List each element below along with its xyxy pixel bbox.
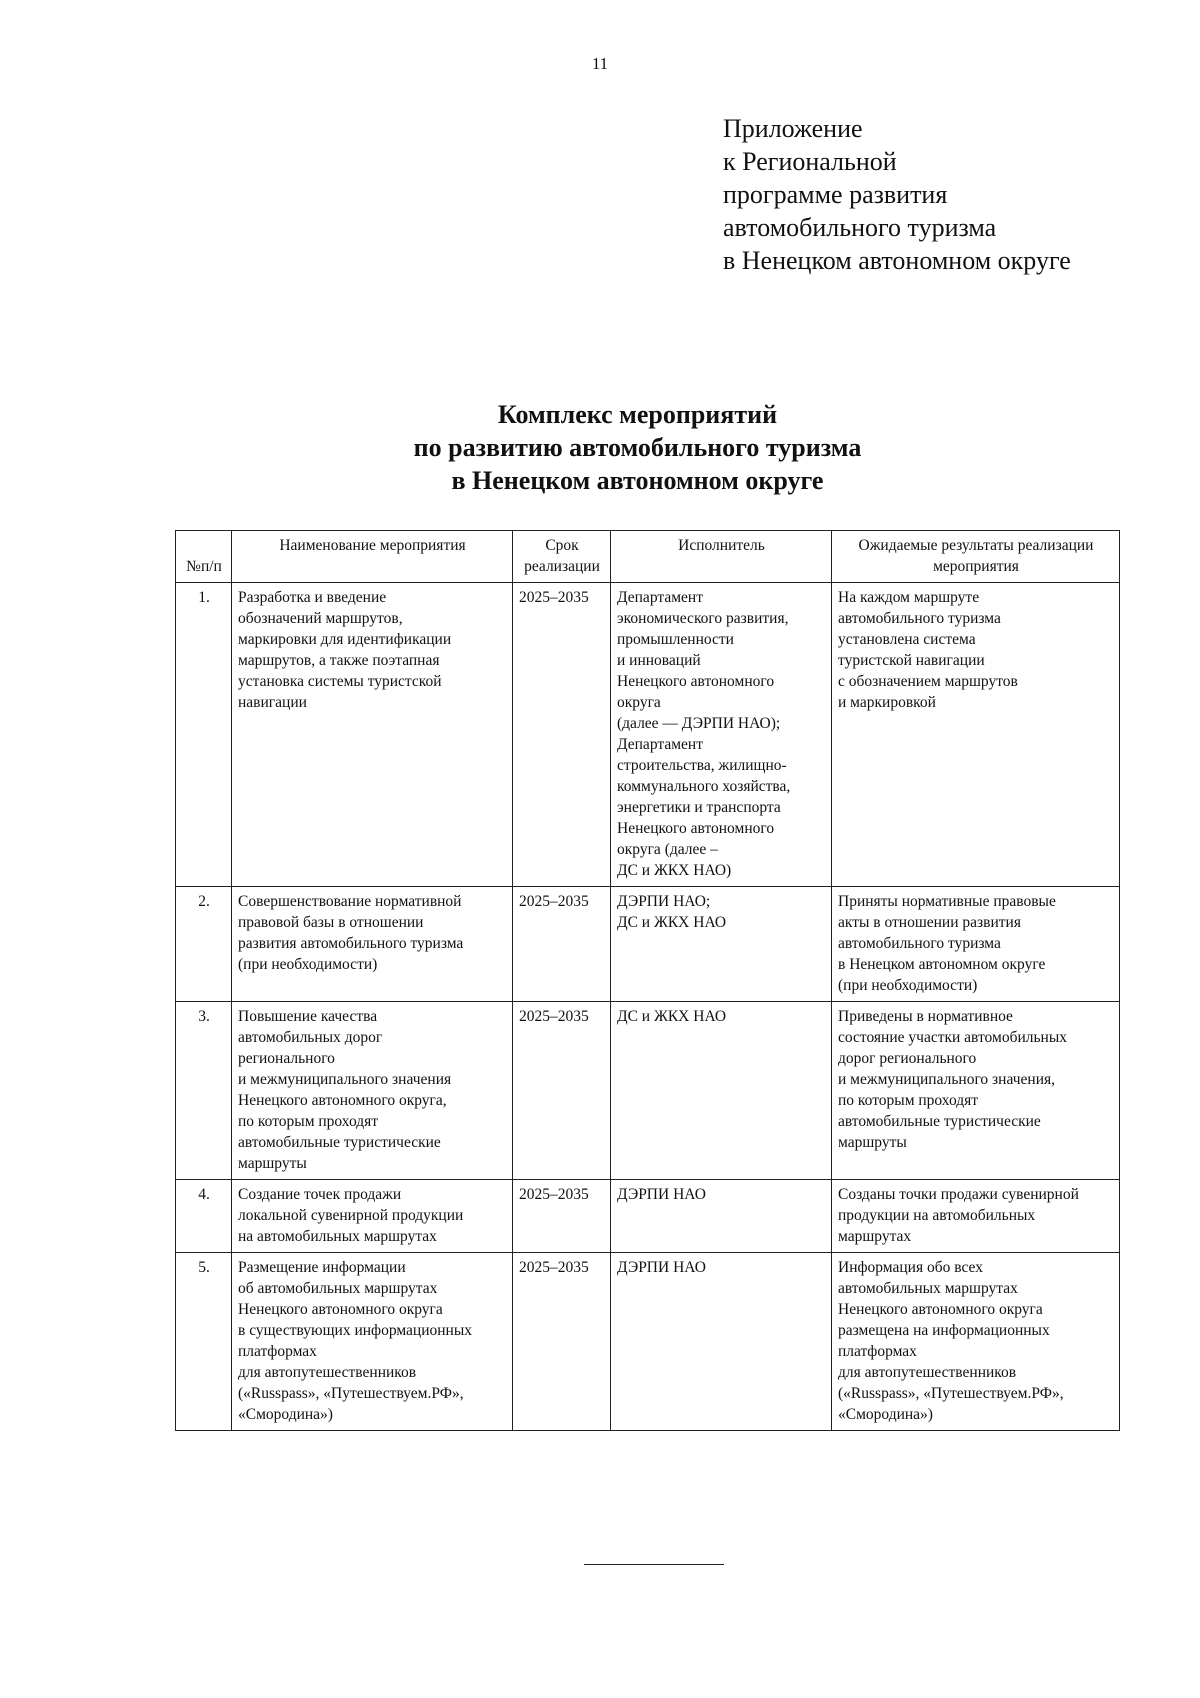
event-result-line: «Смородина»): [838, 1406, 933, 1423]
event-executor-line: ДС и ЖКХ НАО: [617, 914, 727, 931]
event-result-line: («Russpass», «Путешествуем.РФ»,: [838, 1385, 1064, 1402]
row-number: 3.: [176, 1002, 232, 1180]
header-term: [513, 531, 611, 583]
event-name-line: «Смородина»): [238, 1406, 333, 1423]
event-result-line: маршруты: [838, 1134, 907, 1151]
event-result-line: Приняты нормативные правовые: [838, 893, 1056, 910]
row-number: 2.: [176, 887, 232, 1002]
event-executor-line: ДС и ЖКХ НАО): [617, 862, 732, 879]
event-name-line: («Russpass», «Путешествуем.РФ»,: [238, 1385, 464, 1402]
event-name-line: Повышение качества: [238, 1008, 378, 1025]
event-name-line: (при необходимости): [238, 956, 378, 973]
event-result-line: Приведены в нормативное: [838, 1008, 1013, 1025]
event-name-line: локальной сувенирной продукции: [238, 1207, 464, 1224]
header-num: №п/п: [176, 531, 232, 583]
event-result-line: и межмуниципального значения,: [838, 1071, 1056, 1088]
event-result-line: автомобильного туризма: [838, 935, 1001, 952]
table-body: [176, 583, 1120, 1431]
event-name: [232, 887, 513, 1002]
header-term-line: реализации: [524, 558, 600, 575]
event-name-line: обозначений маршрутов,: [238, 610, 403, 627]
appendix-line: автомобильного туризма: [723, 213, 997, 242]
event-name: [232, 583, 513, 887]
appendix-note: [723, 112, 1071, 277]
event-executor-line: Департамент: [617, 736, 703, 753]
event-result: [832, 1002, 1120, 1180]
event-name-line: Создание точек продажи: [238, 1186, 402, 1203]
event-name-line: маршрутов, а также поэтапная: [238, 652, 440, 669]
table-row: [176, 887, 1120, 1002]
event-name-line: по которым проходят: [238, 1113, 379, 1130]
event-name-line: маркировки для идентификации: [238, 631, 452, 648]
event-executor-line: строительства, жилищно-: [617, 757, 787, 774]
event-result-line: Ненецкого автономного округа: [838, 1301, 1043, 1318]
event-term: 2025–2035: [513, 583, 611, 887]
document-title: [0, 398, 1200, 497]
event-executor-line: ДЭРПИ НАО: [617, 1259, 706, 1276]
event-result-line: дорог регионального: [838, 1050, 977, 1067]
event-term: 2025–2035: [513, 1180, 611, 1253]
event-executor-line: Ненецкого автономного: [617, 820, 775, 837]
appendix-line: к Региональной: [723, 147, 897, 176]
event-result: [832, 1180, 1120, 1253]
event-name-line: навигации: [238, 694, 307, 711]
event-executor: [611, 1253, 832, 1431]
appendix-line: Приложение: [723, 114, 863, 143]
table-header-row: [176, 531, 1120, 583]
event-result: [832, 583, 1120, 887]
header-term-line: Срок: [545, 537, 579, 554]
row-number: 5.: [176, 1253, 232, 1431]
event-executor: [611, 1002, 832, 1180]
event-result-line: с обозначением маршрутов: [838, 673, 1018, 690]
event-result-line: и маркировкой: [838, 694, 936, 711]
event-executor-line: экономического развития,: [617, 610, 789, 627]
event-result: [832, 1253, 1120, 1431]
events-table: [175, 530, 1120, 1431]
table-row: [176, 1180, 1120, 1253]
header-result: [832, 531, 1120, 583]
event-name-line: Ненецкого автономного округа,: [238, 1092, 447, 1109]
event-executor-line: ДС и ЖКХ НАО: [617, 1008, 727, 1025]
page-number: 11: [591, 54, 609, 73]
event-executor-line: промышленности: [617, 631, 734, 648]
event-result-line: в Ненецком автономном округе: [838, 956, 1046, 973]
appendix-line: в Ненецком автономном округе: [723, 246, 1071, 275]
event-name-line: и межмуниципального значения: [238, 1071, 452, 1088]
header-result-line: Ожидаемые результаты реализации: [858, 537, 1094, 554]
event-result-line: платформах: [838, 1343, 917, 1360]
event-result-line: (при необходимости): [838, 977, 978, 994]
event-term: 2025–2035: [513, 1002, 611, 1180]
event-result-line: для автопутешественников: [838, 1364, 1017, 1381]
event-name-line: маршруты: [238, 1155, 307, 1172]
event-name-line: автомобильные туристические: [238, 1134, 441, 1151]
event-name-line: установка системы туристской: [238, 673, 442, 690]
event-name-line: на автомобильных маршрутах: [238, 1228, 437, 1245]
title-line: Комплекс мероприятий: [497, 400, 778, 429]
event-result-line: размещена на информационных: [838, 1322, 1050, 1339]
row-number: 1.: [176, 583, 232, 887]
event-term: 2025–2035: [513, 887, 611, 1002]
table-row: [176, 583, 1120, 887]
event-executor-line: ДЭРПИ НАО: [617, 1186, 706, 1203]
event-result-line: автомобильных маршрутах: [838, 1280, 1018, 1297]
event-term: 2025–2035: [513, 1253, 611, 1431]
title-line: по развитию автомобильного туризма: [413, 433, 862, 462]
event-name-line: регионального: [238, 1050, 335, 1067]
event-executor: [611, 1180, 832, 1253]
event-result-line: маршрутах: [838, 1228, 912, 1245]
event-name-line: Размещение информации: [238, 1259, 406, 1276]
event-executor-line: Ненецкого автономного: [617, 673, 775, 690]
event-name: [232, 1180, 513, 1253]
event-executor-line: и инноваций: [617, 652, 701, 669]
event-executor-line: округа (далее –: [617, 841, 718, 858]
event-name: [232, 1002, 513, 1180]
event-result-line: На каждом маршруте: [838, 589, 980, 606]
event-name-line: об автомобильных маршрутах: [238, 1280, 438, 1297]
event-result-line: акты в отношении развития: [838, 914, 1021, 931]
event-result-line: туристской навигации: [838, 652, 985, 669]
event-executor-line: энергетики и транспорта: [617, 799, 781, 816]
event-result-line: состояние участки автомобильных: [838, 1029, 1068, 1046]
event-executor-line: округа: [617, 694, 661, 711]
event-result-line: по которым проходят: [838, 1092, 979, 1109]
event-name: [232, 1253, 513, 1431]
closing-rule: [584, 1564, 724, 1565]
event-executor-line: (далее — ДЭРПИ НАО);: [617, 715, 781, 732]
event-executor: [611, 887, 832, 1002]
appendix-line: программе развития: [723, 180, 948, 209]
header-name: Наименование мероприятия: [232, 531, 513, 583]
event-executor: [611, 583, 832, 887]
event-result: [832, 887, 1120, 1002]
event-result-line: продукции на автомобильных: [838, 1207, 1036, 1224]
event-name-line: Разработка и введение: [238, 589, 387, 606]
event-result-line: автомобильного туризма: [838, 610, 1001, 627]
event-result-line: Информация обо всех: [838, 1259, 983, 1276]
event-name-line: в существующих информационных: [238, 1322, 473, 1339]
event-name-line: правовой базы в отношении: [238, 914, 424, 931]
event-result-line: установлена система: [838, 631, 976, 648]
title-line: в Ненецком автономном округе: [451, 466, 824, 495]
event-name-line: Ненецкого автономного округа: [238, 1301, 443, 1318]
event-result-line: Созданы точки продажи сувенирной: [838, 1186, 1079, 1203]
event-name-line: платформах: [238, 1343, 317, 1360]
header-executor: Исполнитель: [611, 531, 832, 583]
table-row: [176, 1002, 1120, 1180]
table-row: [176, 1253, 1120, 1431]
event-result-line: автомобильные туристические: [838, 1113, 1041, 1130]
event-executor-line: коммунального хозяйства,: [617, 778, 791, 795]
event-name-line: развития автомобильного туризма: [238, 935, 464, 952]
event-name-line: для автопутешественников: [238, 1364, 417, 1381]
event-executor-line: ДЭРПИ НАО;: [617, 893, 711, 910]
header-result-line: мероприятия: [933, 558, 1019, 575]
row-number: 4.: [176, 1180, 232, 1253]
event-executor-line: Департамент: [617, 589, 703, 606]
event-name-line: автомобильных дорог: [238, 1029, 383, 1046]
event-name-line: Совершенствование нормативной: [238, 893, 462, 910]
